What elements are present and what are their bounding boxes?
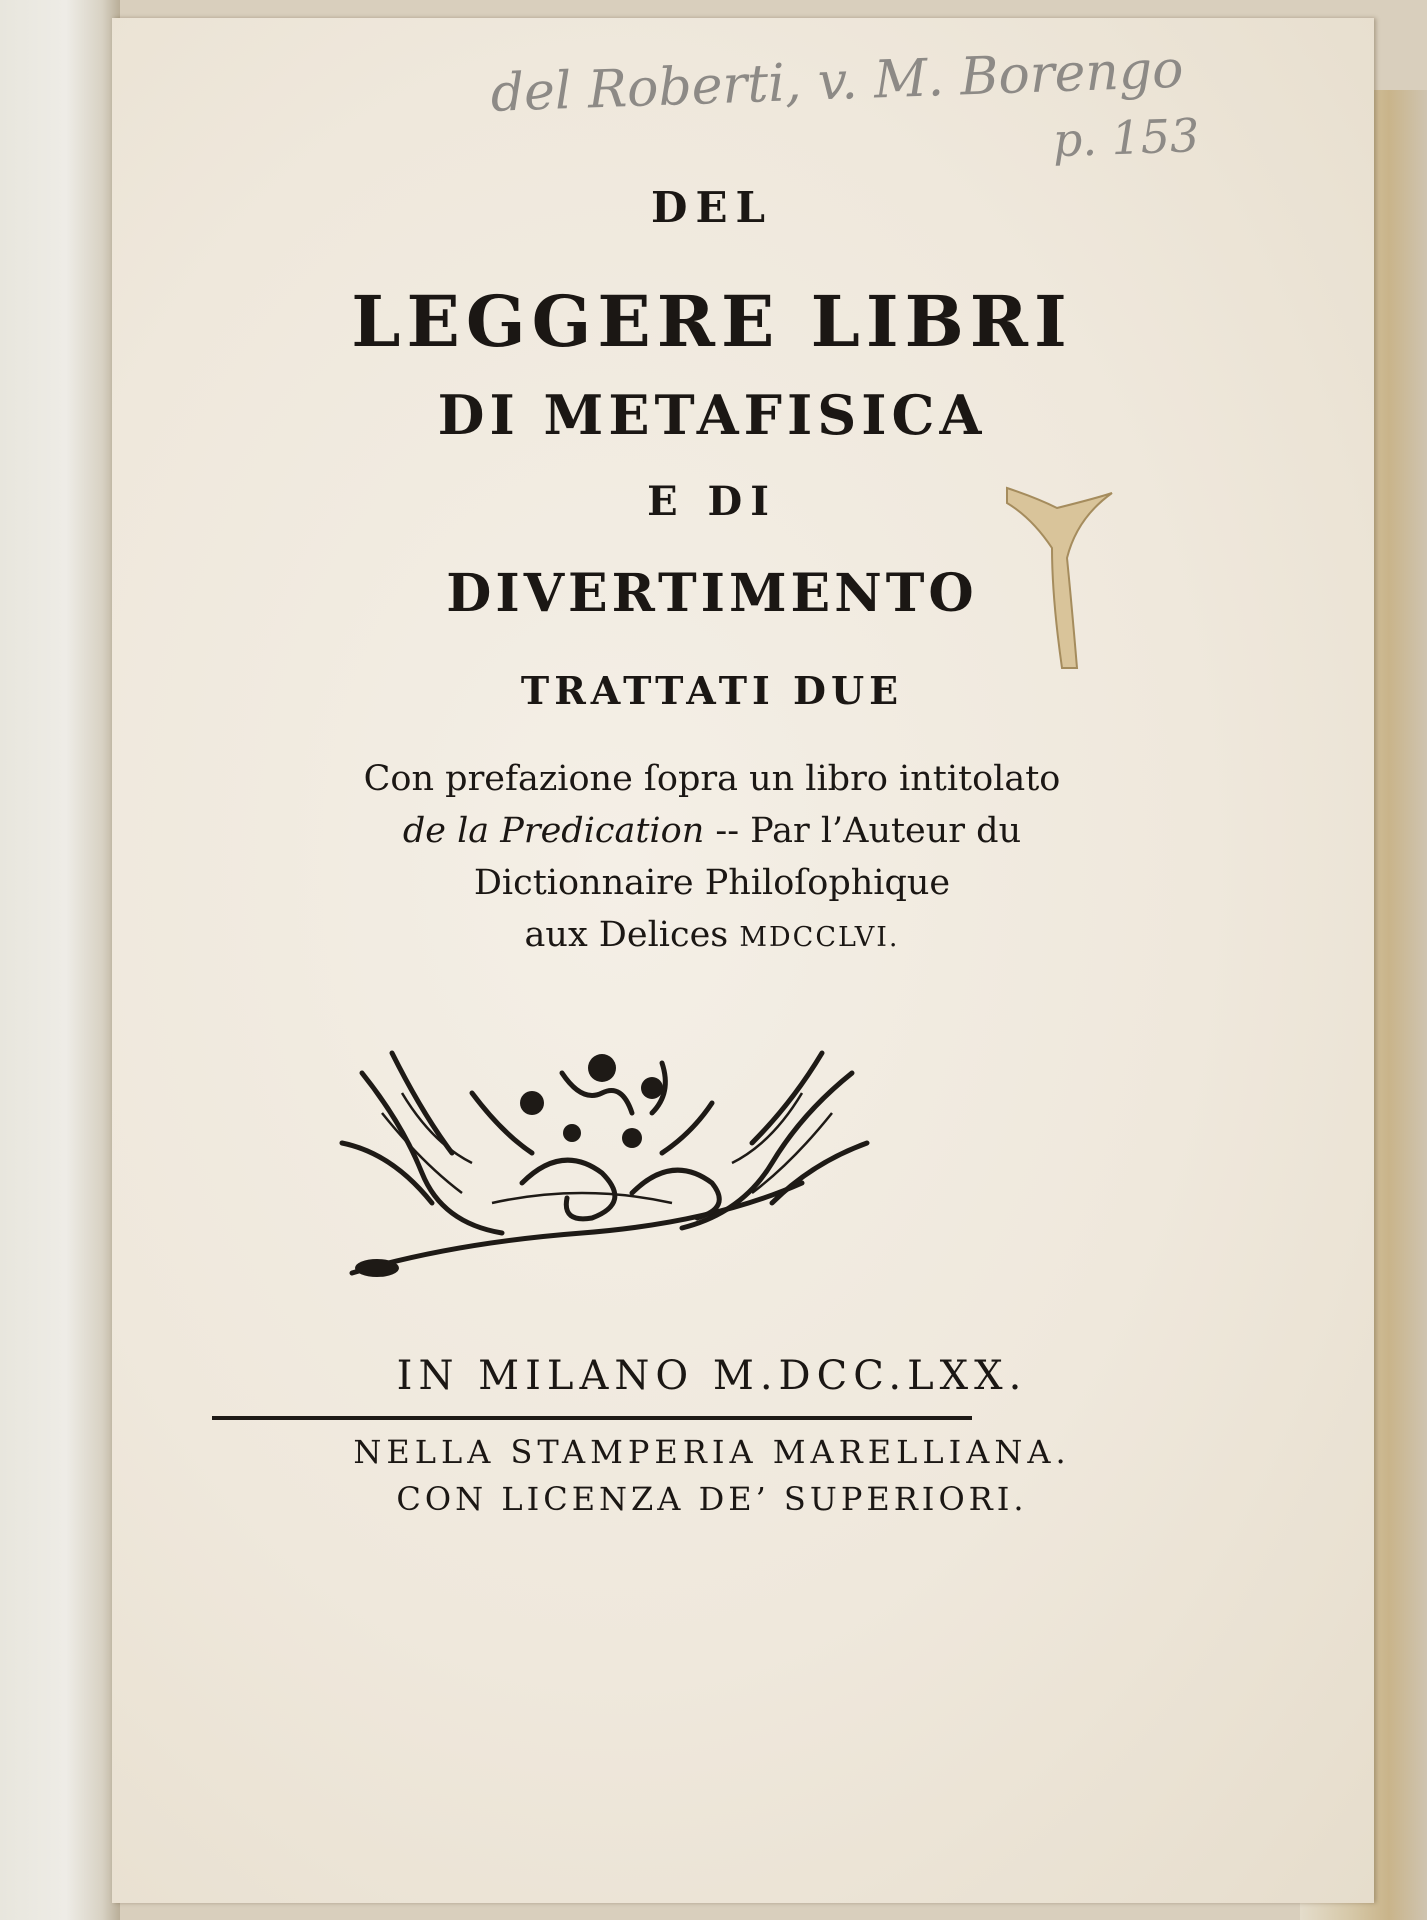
woodcut-ornament [332, 1033, 872, 1293]
title-line-5: DIVERTIMENTO [446, 563, 978, 624]
left-page-edge [0, 0, 120, 1920]
title-line-2: LEGGERE LIBRI [351, 280, 1073, 363]
annotation-line-2: p. 153 [1051, 108, 1201, 168]
title-line-6: TRATTATI DUE [520, 668, 904, 713]
preface-line-1: Con prefazione ſopra un libro intitolato [363, 759, 1061, 799]
title-page [112, 18, 1374, 1903]
annotation-line-1: del Roberti, v. M. Borengo [489, 39, 1185, 124]
imprint-license: CON LICENZA DE’ SUPERIORI. [396, 1480, 1028, 1518]
preface-author-text: -- Par l’Auteur du [704, 811, 1022, 851]
preface-block [112, 753, 1312, 964]
imprint-place: IN MILANO M.DCC.LXX. [396, 1353, 1028, 1399]
preface-italic-title: de la Predication [402, 811, 705, 851]
preface-year: MDCCLVI. [739, 922, 900, 953]
preface-line-4 [112, 909, 1312, 964]
preface-place: aux Delices [524, 915, 740, 955]
title-line-1: DEL [651, 183, 773, 232]
title-line-4: E DI [647, 478, 777, 525]
imprint-printer: NELLA STAMPERIA MARELLIANA. [353, 1433, 1071, 1471]
title-line-3: DI METAFISICA [437, 383, 987, 447]
preface-line-3: Dictionnaire Philoſophique [473, 863, 951, 903]
paper-tear [997, 478, 1117, 678]
preface-line-2 [112, 805, 1312, 857]
imprint-rule [212, 1416, 972, 1420]
